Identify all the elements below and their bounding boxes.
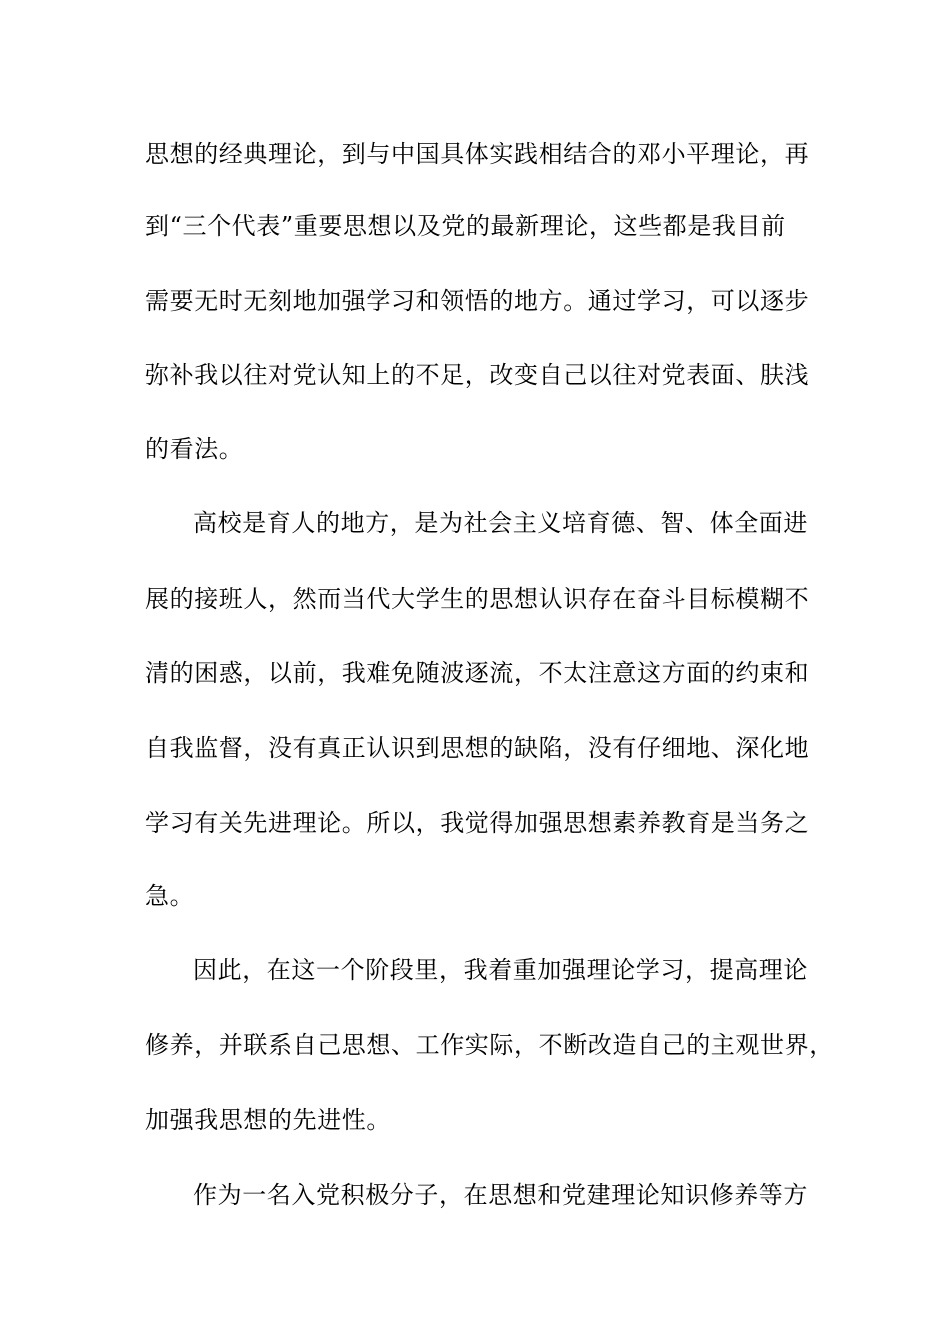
text-line: 弥补我以往对党认知上的不足，改变自己以往对党表面、肤浅 [145, 361, 810, 389]
text-line: 需要无时无刻地加强学习和领悟的地方。通过学习，可以逐步 [145, 287, 810, 315]
text-line: 修养，并联系自己思想、工作实际，不断改造自己的主观世界， [145, 1031, 834, 1059]
paragraph-first-line: 作为一名入党积极分子，在思想和党建理论知识修养等方 [193, 1181, 808, 1209]
text-line: 学习有关先进理论。所以，我觉得加强思想素养教育是当务之 [145, 809, 810, 837]
text-line: 展的接班人，然而当代大学生的思想认识存在奋斗目标模糊不 [145, 585, 810, 613]
text-line: 思想的经典理论，到与中国具体实践相结合的邓小平理论，再 [145, 140, 810, 168]
text-line: 急。 [145, 882, 195, 910]
text-line: 自我监督，没有真正认识到思想的缺陷，没有仔细地、深化地 [145, 734, 810, 762]
text-line: 加强我思想的先进性。 [145, 1106, 391, 1134]
text-line: 的看法。 [145, 435, 244, 463]
paragraph-first-line: 因此，在这一个阶段里，我着重加强理论学习，提高理论 [193, 956, 808, 984]
paragraph-first-line: 高校是育人的地方，是为社会主义培育德、智、体全面进 [193, 509, 808, 537]
text-line: 到“三个代表”重要思想以及党的最新理论，这些都是我目前 [145, 212, 786, 240]
text-line: 清的困惑，以前，我难免随波逐流，不太注意这方面的约束和 [145, 659, 810, 687]
